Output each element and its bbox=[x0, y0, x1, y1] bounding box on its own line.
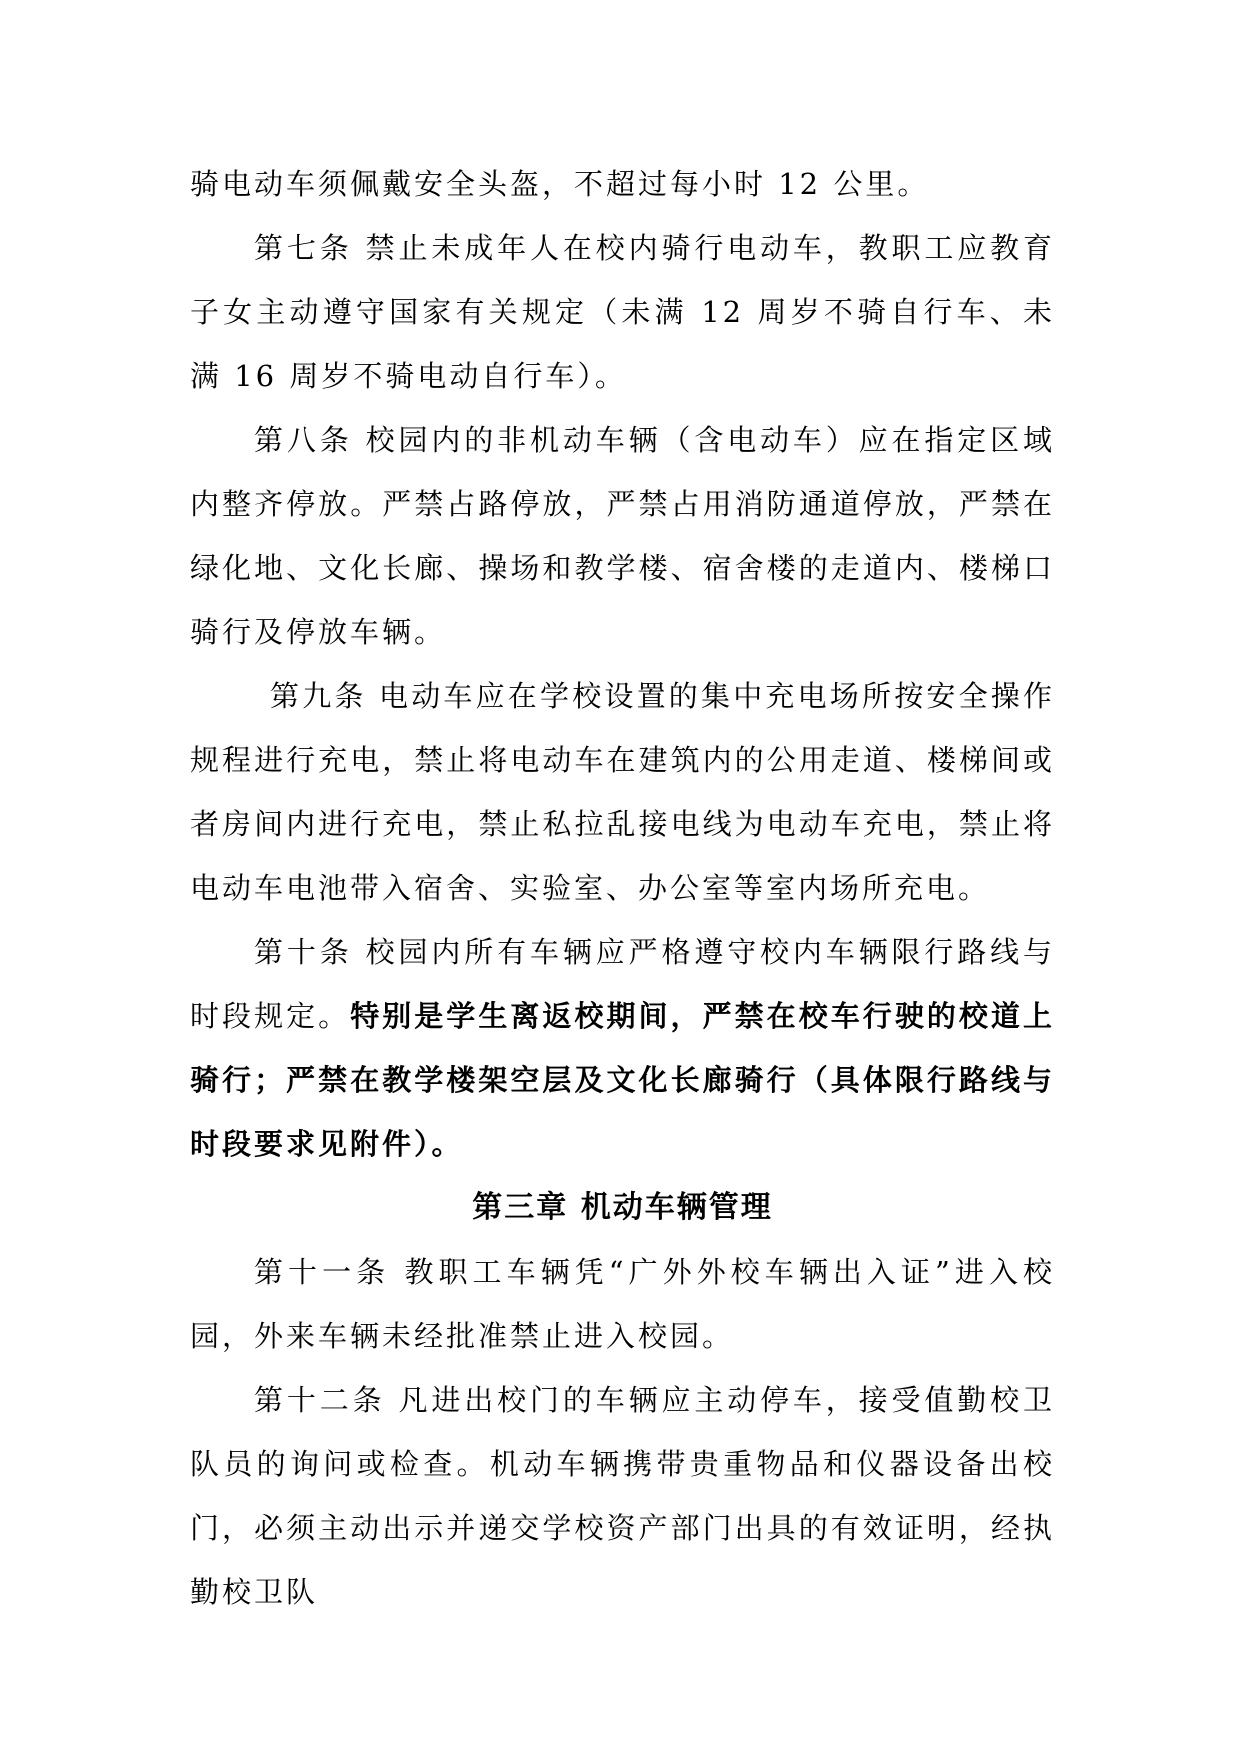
article-9: 第九条 电动车应在学校设置的集中充电场所按安全操作规程进行充电，禁止将电动车在建筑内的公用走道、楼梯间或者房间内进行充电，禁止私拉乱接电线为电动车充电，禁止将电动车电池带入宿舍、实验室、办公室等室内场所充电。 bbox=[190, 679, 1055, 905]
chapter-3-heading: 第三章 机动车辆管理 bbox=[472, 1190, 773, 1225]
article-7: 第七条 禁止未成年人在校内骑行电动车，教职工应教育子女主动遵守国家有关规定（未满 12 周岁不骑自行车、未满 16 周岁不骑电动自行车）。 bbox=[190, 231, 1055, 393]
paragraph-continuation: 骑电动车须佩戴安全头盔，不超过每小时 12 公里。 bbox=[190, 167, 930, 201]
article-10-bold-text: 特别是学生离返校期间，严禁在校车行驶的校道上骑行；严禁在教学楼架空层及文化长廊骑行（具体限行路线与时段要求见附件）。 bbox=[190, 999, 1055, 1161]
article-11: 第十一条 教职工车辆凭“广外外校车辆出入证”进入校园，外来车辆未经批准禁止进入校园。 bbox=[190, 1255, 1055, 1353]
article-10-text: 第十条 校园内所有车辆应严格遵守校内车辆限行路线与时段规定。 bbox=[190, 935, 1055, 1033]
article-12: 第十二条 凡进出校门的车辆应主动停车，接受值勤校卫队员的询问或检查。机动车辆携带贵重物品和仪器设备出校门，必须主动出示并递交学校资产部门出具的有效证明，经执勤校卫队 bbox=[190, 1383, 1055, 1609]
document-body bbox=[190, 152, 1055, 1624]
article-8: 第八条 校园内的非机动车辆（含电动车）应在指定区域内整齐停放。严禁占路停放，严禁占用消防通道停放，严禁在绿化地、文化长廊、操场和教学楼、宿舍楼的走道内、楼梯口骑行及停放车辆。 bbox=[190, 423, 1055, 649]
article-10 bbox=[190, 920, 1055, 1176]
